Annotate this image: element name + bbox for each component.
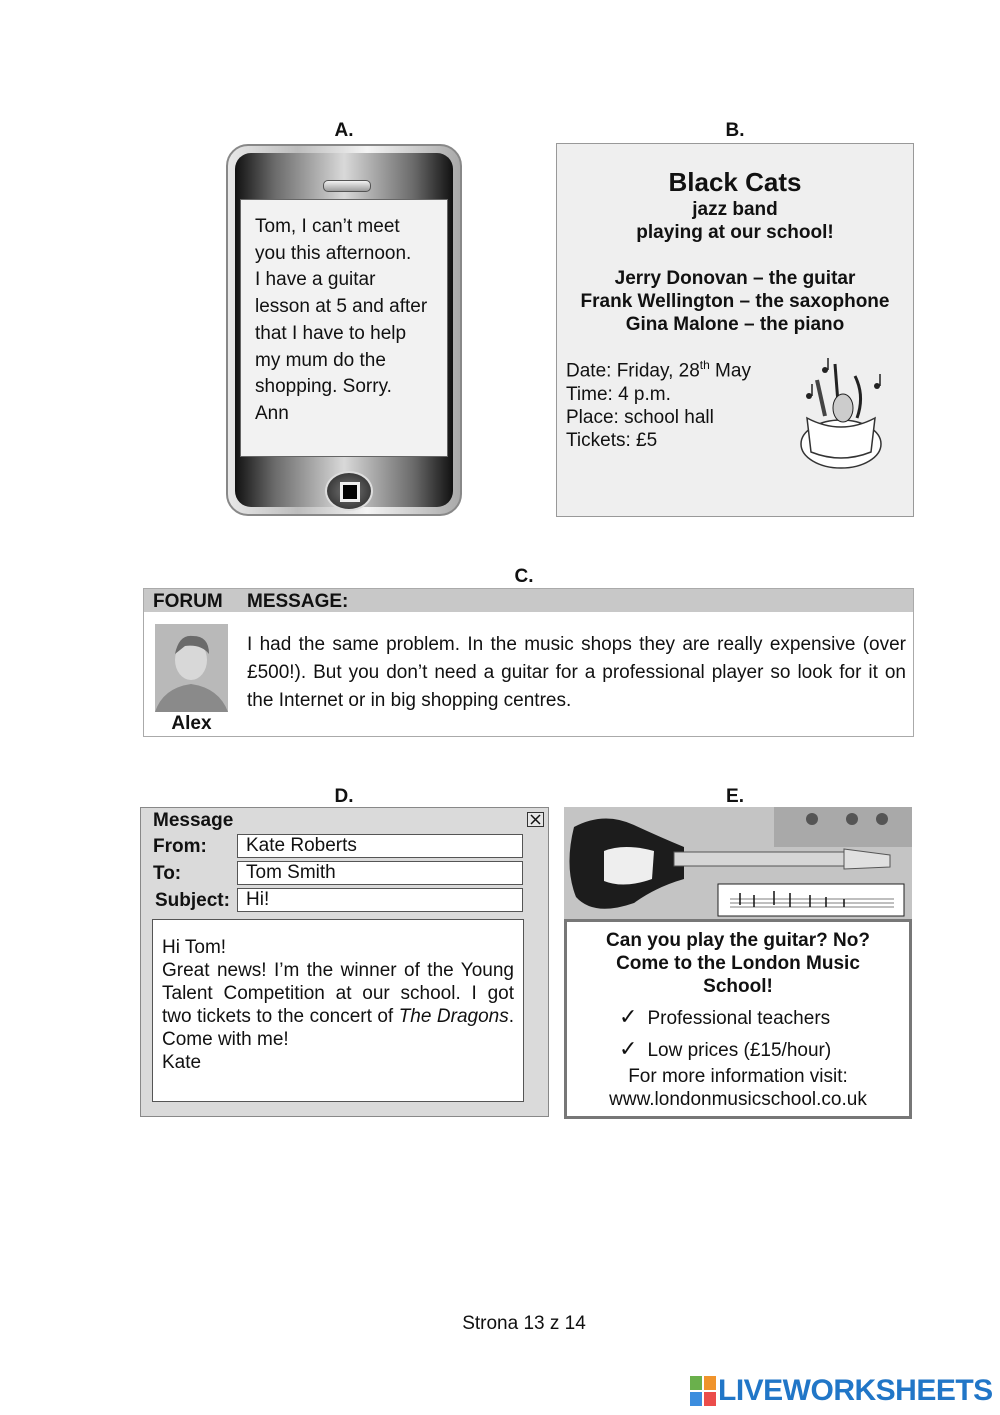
phone-body: [235, 153, 453, 507]
poster-title: Black Cats: [668, 167, 802, 197]
music-instruments-icon: [795, 356, 887, 474]
forum-post: [143, 588, 914, 737]
concert-tickets: Tickets: £5: [566, 430, 658, 451]
forum-header: [144, 589, 913, 612]
message-greeting: Hi Tom!: [162, 937, 227, 958]
advert-url: www.londonmusicschool.co.uk: [609, 1089, 867, 1110]
user-avatar: [155, 624, 228, 712]
checkmark-icon: ✓: [619, 1004, 638, 1029]
to-field[interactable]: Tom Smith: [237, 861, 523, 885]
subject-label: Subject:: [155, 890, 230, 911]
sms-line: my mum do the: [255, 349, 386, 371]
phone-speaker: [323, 180, 371, 192]
sms-line: Tom, I can’t meet: [255, 216, 400, 237]
forum-message: I had the same problem. In the music shops they are really expensive (over £500!). But you don’t need a guitar for a professional player so look for it on the Internet or in big shopping centres.: [247, 634, 906, 711]
window-title: Message: [153, 810, 234, 831]
concert-date: Date: Friday, 28th May: [566, 358, 751, 382]
phone-home-button: [325, 471, 373, 511]
liveworksheets-logo: [690, 1374, 993, 1408]
close-icon[interactable]: [527, 812, 544, 827]
band-member: Gina Malone – the piano: [625, 314, 845, 335]
band-member: Jerry Donovan – the guitar: [614, 268, 856, 289]
section-label-d: D.: [334, 786, 354, 807]
message-text: Great news! I’m the winner of the Young Talent Competition at our school. I got two tickets to the concert of The Dragons. Come with me!: [162, 960, 514, 1050]
band-member: Frank Wellington – the saxophone: [580, 291, 890, 312]
from-label: From:: [153, 836, 207, 857]
section-label-c: C.: [514, 566, 534, 587]
advert-info: For more information visit:: [628, 1066, 848, 1087]
subject-field[interactable]: Hi!: [237, 888, 523, 912]
advert-text-box: [564, 919, 912, 1119]
logo-text: LIVEWORKSHEETS: [718, 1374, 993, 1407]
section-label-e: E.: [726, 786, 744, 807]
sms-line: Ann: [255, 402, 289, 424]
sms-line: you this afternoon.: [255, 242, 412, 264]
section-label-a: A.: [334, 120, 354, 141]
message-window: [140, 807, 549, 1117]
message-column-label: MESSAGE:: [247, 591, 349, 612]
advert-heading: Can you play the guitar? No?: [606, 930, 870, 951]
to-label: To:: [153, 863, 182, 884]
advert-feature: ✓ Low prices (£15/hour): [619, 1036, 832, 1061]
poster-subtitle: jazz band: [692, 199, 778, 220]
forum-username: Alex: [171, 713, 212, 734]
concert-time: Time: 4 p.m.: [566, 384, 671, 405]
poster-subtitle: playing at our school!: [636, 222, 834, 243]
advert-heading: School!: [703, 976, 773, 997]
sms-line: that I have to help: [255, 322, 407, 344]
message-signature: Kate: [162, 1052, 202, 1073]
from-field[interactable]: Kate Roberts: [237, 834, 523, 858]
advert-feature: ✓ Professional teachers: [619, 1004, 831, 1029]
home-square-icon: [340, 482, 360, 502]
music-school-advert: [564, 807, 912, 1119]
guitar-photo: [564, 807, 912, 919]
message-body[interactable]: [152, 919, 524, 1102]
concert-poster: [556, 143, 914, 517]
advert-heading: Come to the London Music: [616, 953, 860, 974]
phone-screen: [240, 199, 448, 457]
sms-line: I have a guitar: [255, 269, 376, 291]
section-label-b: B.: [725, 120, 745, 141]
logo-blocks-icon: [690, 1376, 716, 1406]
forum-column-label: FORUM: [153, 591, 223, 612]
checkmark-icon: ✓: [619, 1036, 638, 1061]
concert-place: Place: school hall: [566, 407, 714, 428]
phone-illustration: [226, 144, 462, 516]
page-number: Strona 13 z 14: [462, 1313, 586, 1334]
sms-line: lesson at 5 and after: [255, 296, 428, 318]
sms-line: shopping. Sorry.: [255, 376, 392, 398]
